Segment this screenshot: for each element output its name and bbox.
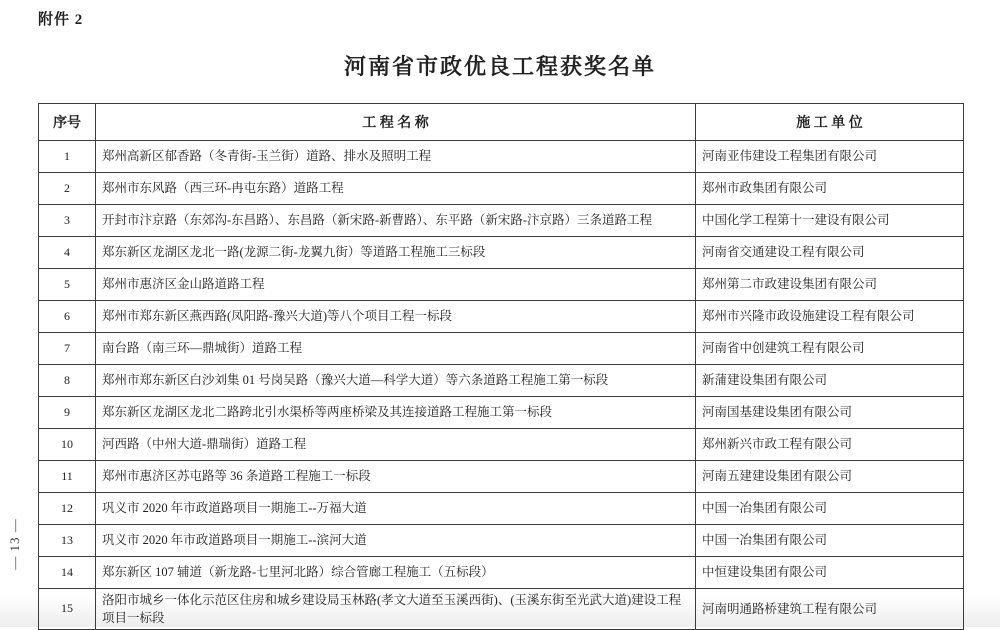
company-name-cell: 河南明通路桥建筑工程有限公司 <box>696 589 964 630</box>
project-name-cell: 开封市汴京路（东郊沟-东昌路）、东昌路（新宋路-新曹路）、东平路（新宋路-汴京路）三条道路工程 <box>96 205 696 237</box>
company-name-cell: 河南亚伟建设工程集团有限公司 <box>696 141 964 173</box>
row-number-cell: 12 <box>39 493 96 525</box>
table-row <box>39 141 964 173</box>
project-name-cell: 郑州市惠济区苏屯路等 36 条道路工程施工一标段 <box>96 461 696 493</box>
row-number-cell: 14 <box>39 557 96 589</box>
company-name-cell: 河南省交通建设工程有限公司 <box>696 237 964 269</box>
company-name-cell: 中恒建设集团有限公司 <box>696 557 964 589</box>
company-name-cell: 河南省中创建筑工程有限公司 <box>696 333 964 365</box>
project-name-cell: 郑东新区 107 辅道（新龙路-七里河北路）综合管廊工程施工（五标段） <box>96 557 696 589</box>
row-number-cell: 15 <box>39 589 96 630</box>
row-number-cell: 7 <box>39 333 96 365</box>
project-name-cell: 巩义市 2020 年市政道路项目一期施工--滨河大道 <box>96 525 696 557</box>
table-row <box>39 493 964 525</box>
project-name-cell: 郑州市惠济区金山路道路工程 <box>96 269 696 301</box>
project-name-cell: 郑州高新区郁香路（冬青街-玉兰街）道路、排水及照明工程 <box>96 141 696 173</box>
row-number-cell: 8 <box>39 365 96 397</box>
table-row <box>39 205 964 237</box>
table-row <box>39 429 964 461</box>
table-row <box>39 365 964 397</box>
row-number-cell: 10 <box>39 429 96 461</box>
table-row <box>39 301 964 333</box>
awards-table <box>38 103 964 630</box>
company-name-cell: 新蒲建设集团有限公司 <box>696 365 964 397</box>
header-project: 工 程 名 称 <box>96 104 696 141</box>
page-title: 河南省市政优良工程获奖名单 <box>343 54 656 79</box>
table-row <box>39 397 964 429</box>
page-number: — 13 — <box>7 518 22 570</box>
company-name-cell: 郑州市政集团有限公司 <box>696 173 964 205</box>
table-row <box>39 525 964 557</box>
project-name-cell: 河西路（中州大道-鼎瑞街）道路工程 <box>96 429 696 461</box>
row-number-cell: 6 <box>39 301 96 333</box>
table-row <box>39 173 964 205</box>
company-name-cell: 郑州市兴隆市政设施建设工程有限公司 <box>696 301 964 333</box>
project-name-cell: 巩义市 2020 年市政道路项目一期施工--万福大道 <box>96 493 696 525</box>
row-number-cell: 3 <box>39 205 96 237</box>
row-number-cell: 5 <box>39 269 96 301</box>
company-name-cell: 郑州第二市政建设集团有限公司 <box>696 269 964 301</box>
table-header <box>39 104 964 141</box>
project-name-cell: 郑东新区龙湖区龙北一路(龙源二街-龙翼九街）等道路工程施工三标段 <box>96 237 696 269</box>
table-row <box>39 269 964 301</box>
row-number-cell: 2 <box>39 173 96 205</box>
company-name-cell: 河南国基建设集团有限公司 <box>696 397 964 429</box>
row-number-cell: 13 <box>39 525 96 557</box>
project-name-cell: 郑州市郑东新区燕西路(凤阳路-豫兴大道)等八个项目工程一标段 <box>96 301 696 333</box>
header-company: 施 工 单 位 <box>696 104 964 141</box>
row-number-cell: 11 <box>39 461 96 493</box>
company-name-cell: 郑州新兴市政工程有限公司 <box>696 429 964 461</box>
table-row <box>39 589 964 630</box>
company-name-cell: 中国一冶集团有限公司 <box>696 493 964 525</box>
header-no: 序号 <box>39 104 96 141</box>
project-name-cell: 郑州市东风路（西三环-冉屯东路）道路工程 <box>96 173 696 205</box>
table-row <box>39 461 964 493</box>
table-row <box>39 237 964 269</box>
table-row <box>39 333 964 365</box>
company-name-cell: 中国一冶集团有限公司 <box>696 525 964 557</box>
attachment-label: 附件 2 <box>38 12 84 28</box>
project-name-cell: 郑州市郑东新区白沙刘集 01 号岗吴路（豫兴大道—科学大道）等六条道路工程施工第一标段 <box>96 365 696 397</box>
project-name-cell: 洛阳市城乡一体化示范区住房和城乡建设局玉林路(孝文大道至玉溪西街)、(玉溪东街至光武大道)建设工程项目一标段 <box>96 589 696 630</box>
row-number-cell: 1 <box>39 141 96 173</box>
company-name-cell: 中国化学工程第十一建设有限公司 <box>696 205 964 237</box>
table-row <box>39 557 964 589</box>
row-number-cell: 9 <box>39 397 96 429</box>
row-number-cell: 4 <box>39 237 96 269</box>
table-body <box>39 141 964 630</box>
project-name-cell: 南台路（南三环—鼎城街）道路工程 <box>96 333 696 365</box>
company-name-cell: 河南五建建设集团有限公司 <box>696 461 964 493</box>
project-name-cell: 郑东新区龙湖区龙北二路跨北引水渠桥等两座桥梁及其连接道路工程施工第一标段 <box>96 397 696 429</box>
